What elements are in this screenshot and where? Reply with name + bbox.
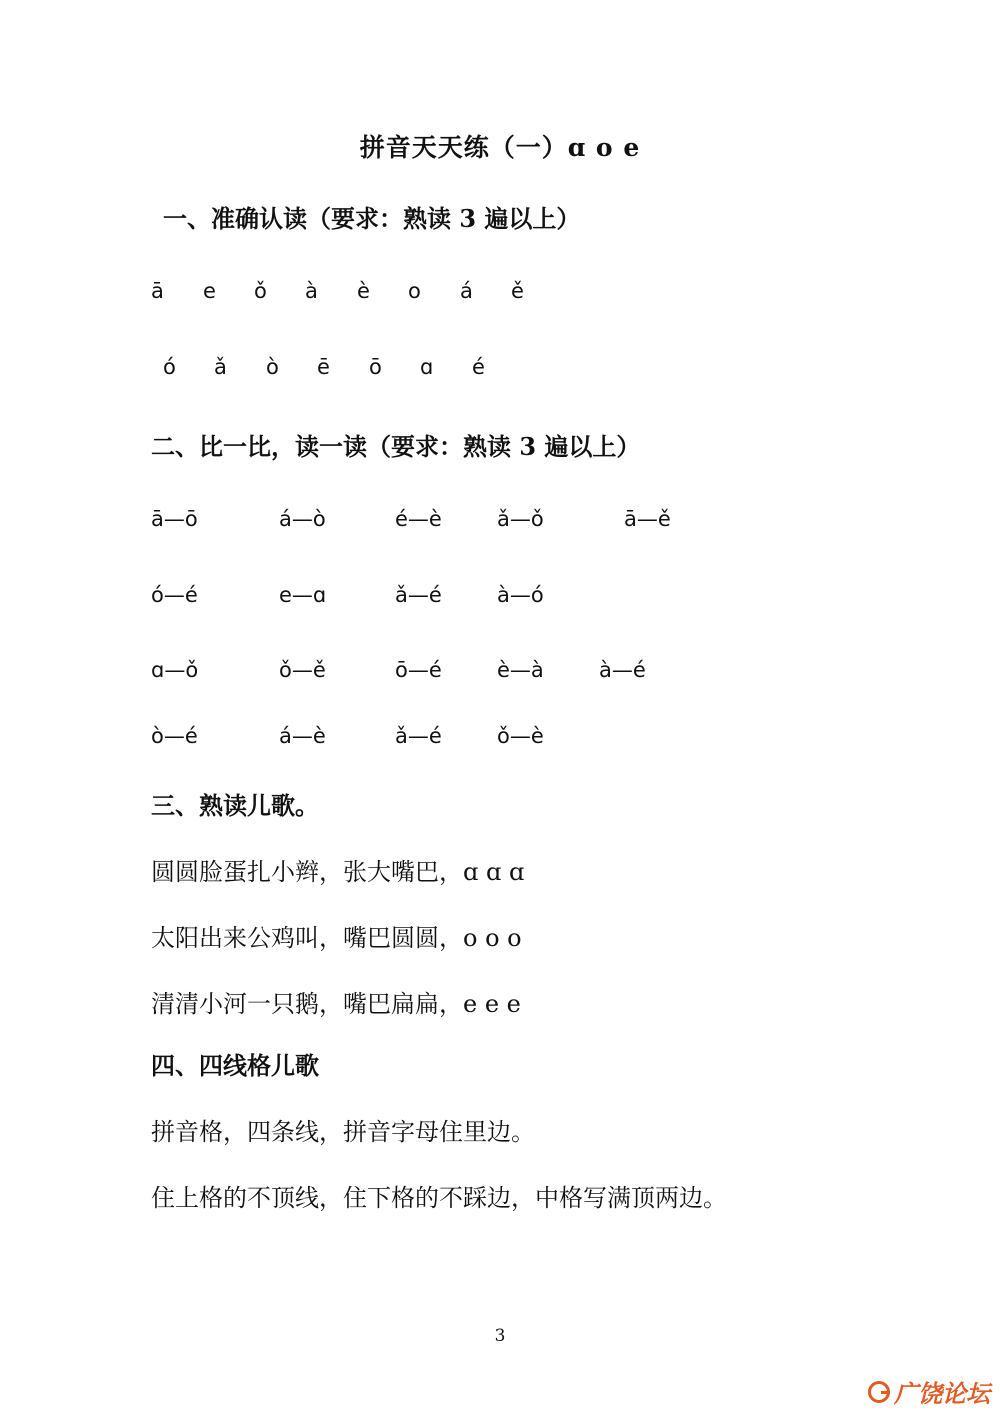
section4-heading: 四、四线格儿歌 <box>151 1051 319 1080</box>
pinyin-item: ɑ <box>420 355 434 379</box>
pinyin-item: ā <box>151 279 164 303</box>
pair-item: e—ɑ <box>279 583 327 607</box>
logo-g-icon <box>868 1381 890 1403</box>
pair-item: á—ò <box>279 507 326 531</box>
pinyin-item: ě <box>511 279 524 303</box>
section1-heading: 一、准确认读（要求：熟读 3 遍以上） <box>163 204 581 233</box>
pinyin-item: ǒ <box>254 279 267 303</box>
pinyin-item: à <box>305 279 318 303</box>
pair-item: ò—é <box>151 724 198 748</box>
pair-item: ǎ—é <box>395 724 442 748</box>
pair-item: á—è <box>279 724 326 748</box>
section3-heading: 三、熟读儿歌。 <box>151 791 319 820</box>
pinyin-item: o <box>408 279 421 303</box>
pinyin-item: ó <box>163 355 176 379</box>
pinyin-item: ō <box>369 355 382 379</box>
pair-item: ǎ—ǒ <box>497 507 544 531</box>
pinyin-item: ǎ <box>214 355 227 379</box>
pinyin-item: á <box>460 279 473 303</box>
pair-item: ó—é <box>151 583 198 607</box>
pinyin-item: e <box>203 279 216 303</box>
rhyme-line: 清清小河一只鹅，嘴巴扁扁，e e e <box>151 990 521 1018</box>
rhyme-line: 圆圆脸蛋扎小辫，张大嘴巴，ɑ ɑ ɑ <box>151 858 525 886</box>
pair-item: ō—é <box>395 658 442 682</box>
rhyme-line: 住上格的不顶线，住下格的不踩边，中格写满顶两边。 <box>151 1184 727 1212</box>
pair-item: ā—ě <box>624 507 671 531</box>
watermark-logo <box>868 1374 990 1409</box>
rhyme-line: 拼音格，四条线，拼音字母住里边。 <box>151 1118 535 1146</box>
pair-item: ā—ō <box>151 507 198 531</box>
pair-item: ǒ—ě <box>279 658 326 682</box>
page-number: 3 <box>494 1326 506 1346</box>
pinyin-item: è <box>357 279 370 303</box>
pinyin-item: ē <box>317 355 330 379</box>
pair-item: ǒ—è <box>497 724 544 748</box>
pair-item: à—é <box>599 658 646 682</box>
page-title: 拼音天天练（一）ɑ o e <box>359 133 641 162</box>
pair-item: è—à <box>497 658 544 682</box>
pair-item: ɑ—ǒ <box>151 658 199 682</box>
rhyme-line: 太阳出来公鸡叫，嘴巴圆圆，o o o <box>151 924 522 952</box>
pinyin-item: é <box>472 355 485 379</box>
pair-item: ǎ—é <box>395 583 442 607</box>
pair-item: à—ó <box>497 583 544 607</box>
watermark-text: 广饶论坛 <box>894 1380 990 1408</box>
section2-heading: 二、比一比，读一读（要求：熟读 3 遍以上） <box>151 432 641 461</box>
pair-item: é—è <box>395 507 442 531</box>
pinyin-item: ò <box>266 355 279 379</box>
